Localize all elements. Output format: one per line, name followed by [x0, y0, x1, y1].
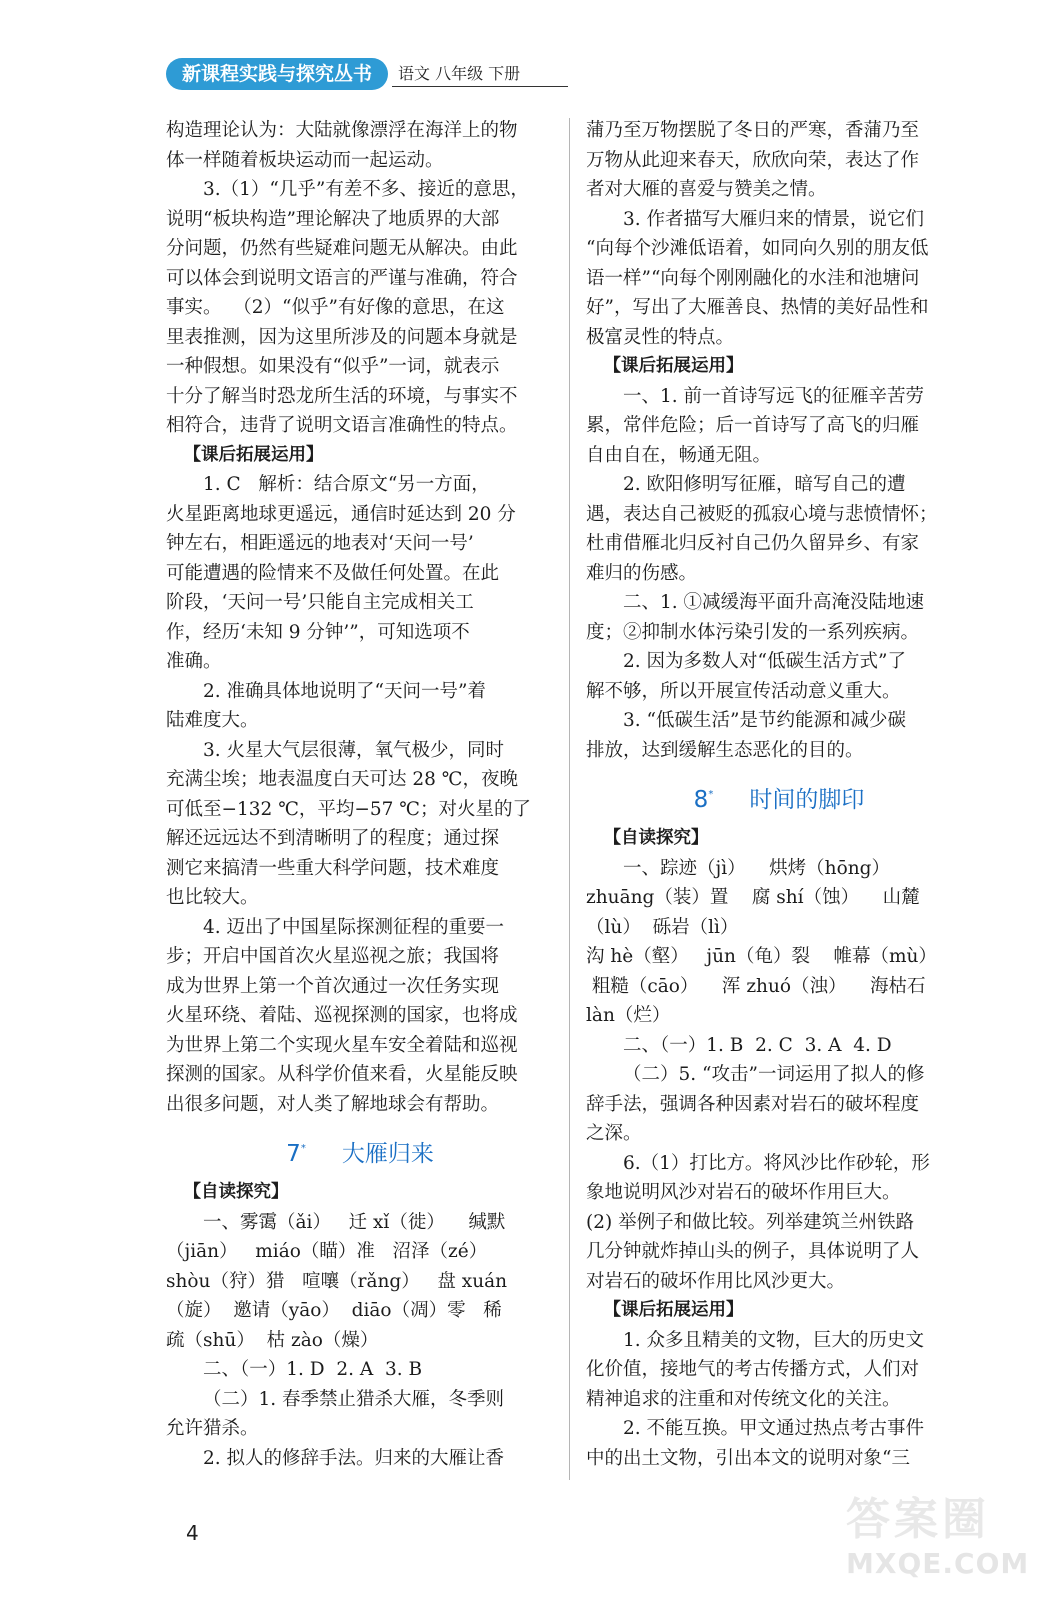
running-header	[166, 58, 576, 92]
lesson-name: 时间的脚印	[749, 787, 865, 813]
section-heading-self-study: 【自读探究】	[183, 1182, 289, 1202]
page-number: 4	[186, 1521, 199, 1545]
subject-grade-volume: 语文 八年级 下册	[398, 64, 521, 83]
paragraph: 3. 作者描写大雁归来的情景，说它们 “向每个沙滩低语着，如同向久别的朋友低 语一样”“向每个刚刚融化的水洼和池塘问 好”，写出了大雁善良、热情的美好品性和 极富灵性的特点。	[586, 208, 929, 348]
paragraph: 二、1. ①减缓海平面升高淹没陆地速 度；②抑制水体污染引发的一系列疾病。	[586, 592, 925, 643]
paragraph: 1. 众多且精美的文物，巨大的历史文 化价值，接地气的考古传播方式，人们对 精神追求的注重和对传统文化的关注。	[586, 1329, 925, 1410]
paragraph: 蒲乃至万物摆脱了冬日的严寒，香蒲乃至 万物从此迎来春天，欣欣向荣，表达了作 者对大雁的喜爱与赞美之情。	[586, 120, 920, 200]
watermark-url: MXQE.COM	[846, 1547, 1030, 1580]
paragraph: 3. “低碳生活”是节约能源和减少碳 排放，达到缓解生态恶化的目的。	[586, 710, 906, 761]
paragraph: 2. 欧阳修明写征雁，暗写自己的遭 遇，表达自己被贬的孤寂心境与悲愤情怀； 杜甫借雁北归反衬自己仍久留异乡、有家 难归的伤感。	[586, 474, 938, 584]
paragraph: 2. 因为多数人对“低碳生活方式”了 解不够，所以开展宣传活动意义重大。	[586, 651, 906, 702]
section-heading-self-study: 【自读探究】	[603, 828, 709, 848]
section-heading-after-class: 【课后拓展运用】	[603, 1300, 744, 1320]
left-column	[166, 116, 554, 1473]
paragraph: 3. 火星大气层很薄，氧气极少，同时 充满尘埃；地表温度白天可达 28 ℃，夜晚 可低至−132 ℃，平均−57 ℃；对火星的了 解还远远达不到清晰明了的程度；通过探 测它来搞清一些重大科学问题，技术难度 也比较大。	[166, 739, 532, 908]
header-underline	[392, 86, 568, 87]
paragraph: (2) 举例子和做比较。列举建筑兰州铁路 几分钟就炸掉山头的例子，具体说明了人 对岩石的破坏作用比风沙更大。	[586, 1211, 920, 1292]
watermark-text: 答案圈	[846, 1494, 990, 1545]
paragraph: （二）5. “攻击”一词运用了拟人的修 辞手法，强调各种因素对岩石的破坏程度 之深。	[586, 1064, 925, 1144]
lesson-name: 大雁归来	[341, 1141, 434, 1167]
right-column	[586, 116, 972, 1473]
paragraph: 2. 不能互换。甲文通过热点考古事件 中的出土文物，引出本文的说明对象“三	[586, 1418, 925, 1469]
section-heading-after-class: 【课后拓展运用】	[183, 444, 324, 465]
paragraph: 一、雾霭（ǎi） 迁 xǐ（徙） 缄默 （jiān） miáo（瞄）准 沼泽（zé） shòu（狩）猎 喧嚷（rǎng） 盘 xuán （旋） 邀请（yāo） diāo（凋）零 稀 疏（shū） 枯 zào（燥）	[166, 1211, 508, 1351]
paragraph: 一、踪迹（jì） 烘烤（hōng） zhuāng（装）置 腐 shí（蚀） 山麓 （lù） 砾岩（lì） 沟 hè（壑） jūn（龟）裂 帷幕（mù） 粗糙（cāo） 浑 zhuó（浊） 海枯石 làn（烂）	[586, 857, 937, 1026]
paragraph: 3.（1）“几乎”有差不多、接近的意思， 说明“板块构造”理论解决了地质界的大部 分问题，仍然有些疑难问题无从解决。由此 可以体会到说明文语言的严谨与准确，符合 事实。 （2）“似乎”有好像的意思，在这 里表推测，因为这里所涉及的问题本身就是 一种假想。如果没有“似乎”一词，就表示 十分了解当时恐龙所生活的环境，与事实不 相符合，违背了说明文语言准确性的特点。	[166, 179, 529, 436]
paragraph: 2. 拟人的修辞手法。归来的大雁让香	[203, 1447, 505, 1469]
lesson-title	[166, 1125, 554, 1172]
paragraph: 二、（一）1. B 2. C 3. A 4. D	[623, 1034, 892, 1056]
paragraph: 6.（1）打比方。将风沙比作砂轮，形 象地说明风沙对岩石的破坏作用巨大。	[586, 1152, 930, 1203]
lesson-number: 7*	[286, 1141, 306, 1167]
watermark-logo	[846, 1494, 1030, 1594]
paragraph: 一、1. 前一首诗写远飞的征雁辛苦劳 累，常伴危险；后一首诗写了高飞的归雁 自由自在，畅通无阻。	[586, 385, 925, 466]
section-heading-after-class: 【课后拓展运用】	[603, 356, 744, 376]
lesson-number: 8*	[693, 787, 714, 813]
paragraph: 1. C 解析：结合原文“另一方面， 火星距离地球更遥远，通信时延达到 20 分 钟左右，相距遥远的地表对‘天问一号’ 可能遭遇的险情来不及做任何处置。在此 阶段，‘天问一号’只能自主完成相关工 作，经历‘未知 9 分钟’”，可知选项不 准确。	[166, 474, 516, 672]
paragraph: 2. 准确具体地说明了“天问一号”着 陆难度大。	[166, 680, 486, 731]
paragraph: 4. 迈出了中国星际探测征程的重要一 步；开启中国首次火星巡视之旅；我国将 成为世界上第一个首次通过一次任务实现 火星环绕、着陆、巡视探测的国家，也将成 为世界上第二个实现火星车安全着陆和巡视 探测的国家。从科学价值来看，火星能反映 出很多问题，对人类了解地球会有帮助。	[166, 916, 518, 1115]
series-title-badge: 新课程实践与探究丛书	[166, 58, 388, 90]
paragraph: （二）1. 春季禁止猎杀大雁，冬季则 允许猎杀。	[166, 1388, 505, 1439]
column-divider	[569, 118, 570, 1480]
lesson-title	[586, 771, 972, 818]
paragraph: 构造理论认为：大陆就像漂浮在海洋上的物 体一样随着板块运动而一起运动。	[166, 120, 518, 171]
paragraph: 二、（一）1. D 2. A 3. B	[203, 1359, 423, 1380]
